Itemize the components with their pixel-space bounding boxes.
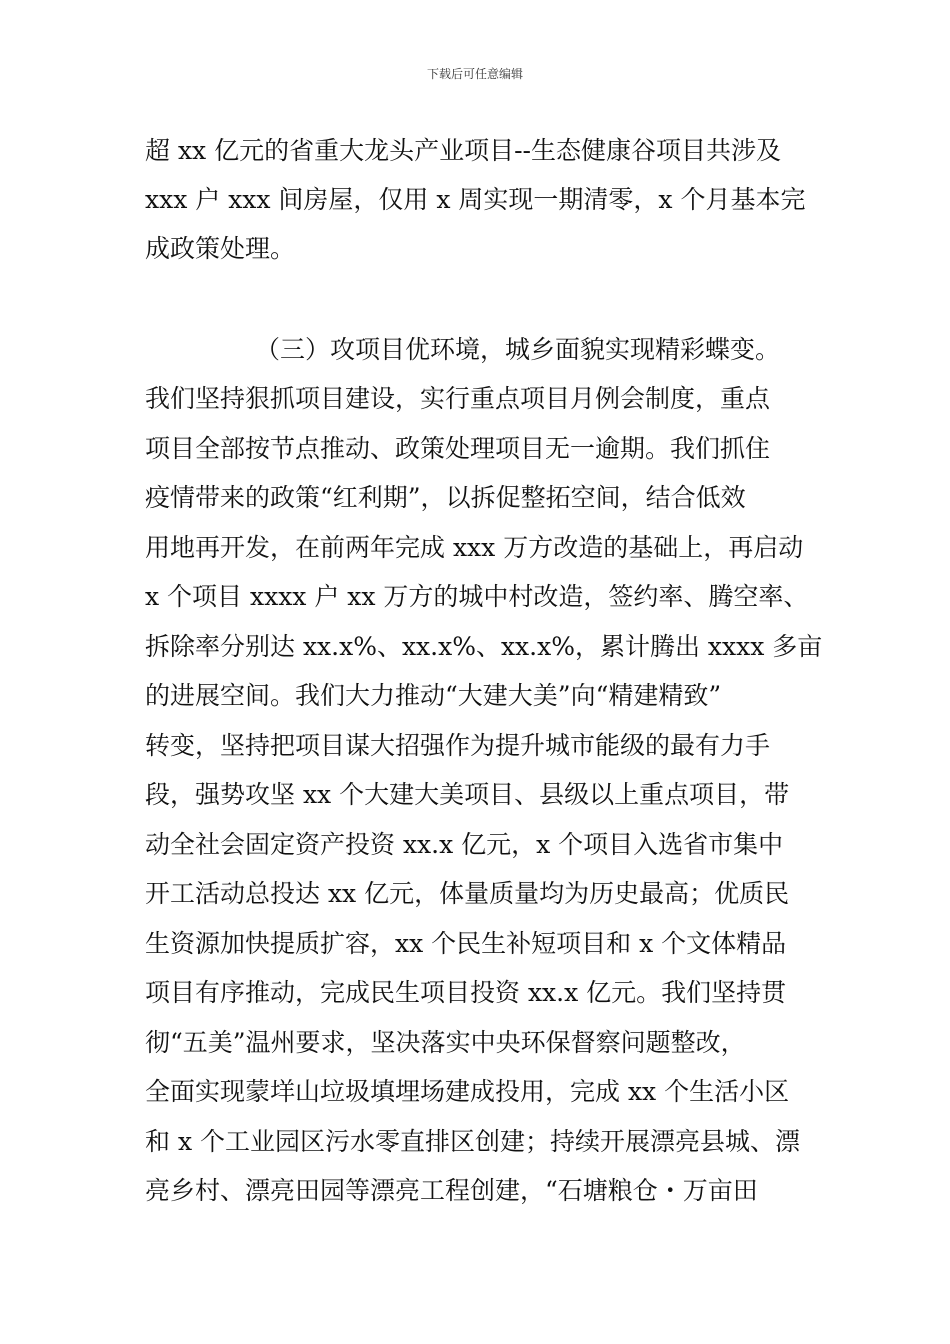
paragraph-2-line-15: 全面实现蒙垟山垃圾填埋场建成投用，完成 xx 个生活小区	[145, 1077, 790, 1106]
paragraph-2-line-10: 动全社会固定资产投资 xx.x 亿元，x 个项目入选省市集中	[145, 830, 784, 859]
paragraph-2-line-2: 项目全部按节点推动、政策处理项目无一逾期。我们抓住	[145, 434, 771, 463]
paragraph-1-line-2: xxx 户 xxx 间房屋，仅用 x 周实现一期清零，x 个月基本完	[145, 185, 806, 214]
paragraph-2-line-1: 我们坚持狠抓项目建设，实行重点项目月例会制度，重点	[145, 384, 771, 413]
paragraph-2-line-9: 段，强势攻坚 xx 个大建大美项目、县级以上重点项目，带	[145, 780, 790, 809]
paragraph-2-line-17: 亮乡村、漂亮田园等漂亮工程创建，“石塘粮仓・万亩田	[145, 1176, 758, 1205]
paragraph-2-line-3: 疫情带来的政策“红利期”，以拆促整拓空间，结合低效	[145, 483, 746, 512]
paragraph-2-line-5: x 个项目 xxxx 户 xx 万方的城中村改造，签约率、腾空率、	[145, 582, 809, 611]
page-header: 下载后可任意编辑	[426, 67, 523, 81]
paragraph-2-line-16: 和 x 个工业园区污水零直排区创建；持续开展漂亮县城、漂	[145, 1127, 800, 1156]
paragraph-2-line-6: 拆除率分别达 xx.x%、xx.x%、xx.x%，累计腾出 xxxx 多亩	[145, 632, 823, 661]
paragraph-2-line-7: 的进展空间。我们大力推动“大建大美”向“精建精致”	[145, 681, 722, 710]
paragraph-2-line-14: 彻“五美”温州要求，坚决落实中央环保督察问题整改，	[145, 1028, 746, 1057]
paragraph-2-line-8: 转变，坚持把项目谋大招强作为提升城市能级的最有力手	[145, 731, 771, 760]
paragraph-1-line-1: 超 xx 亿元的省重大龙头产业项目--生态健康谷项目共涉及	[145, 136, 781, 165]
paragraph-2-line-4: 用地再开发，在前两年完成 xxx 万方改造的基础上，再启动	[145, 533, 804, 562]
paragraph-2-line-12: 生资源加快提质扩容，xx 个民生补短项目和 x 个文体精品	[145, 929, 787, 958]
paragraph-2-line-13: 项目有序推动，完成民生项目投资 xx.x 亿元。我们坚持贯	[145, 978, 787, 1007]
paragraph-1-line-3: 成政策处理。	[145, 234, 296, 263]
section-heading: （三）攻项目优环境，城乡面貌实现精彩蝶变。	[255, 335, 781, 364]
paragraph-2-line-11: 开工活动总投达 xx 亿元，体量质量均为历史最高；优质民	[145, 879, 790, 908]
